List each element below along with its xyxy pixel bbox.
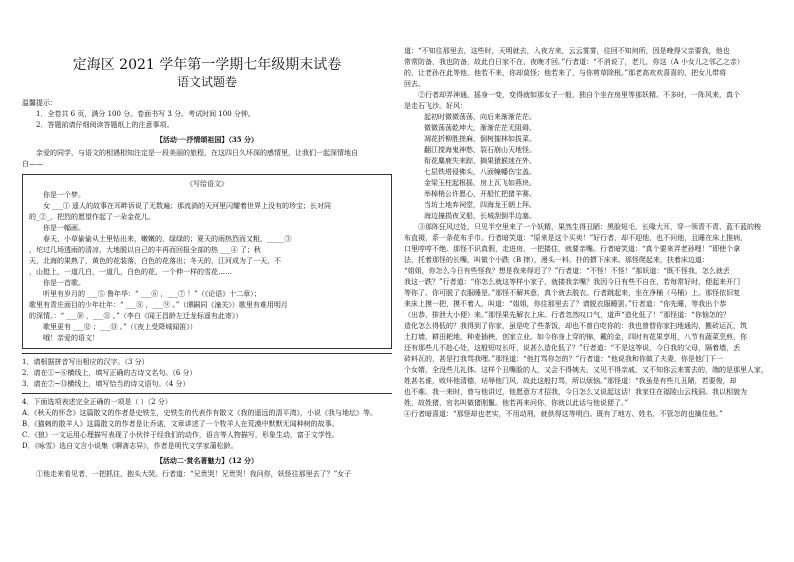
poem-line: 起初时微微荡荡，向后来渐渐茫茫。	[424, 113, 536, 121]
text-line: 法，托着那怪的长嘴，叫做个小跌（B 摔），漫头一料，扑的掼下床来。那怪爬起来，扶着床边道：	[404, 256, 709, 264]
box-line: ，山挺上，一道几白，一道几，白色的花，一个伸一样的雪花……	[29, 268, 232, 276]
poem-line: 举棹梢公许愿心，开船忙把猪羊赛。	[424, 190, 536, 198]
text-line: ③那阵狂风过处，只见半空里来了一个妖精，果然生得丑陋：黑脸短毛，长喙大耳，穿一领青不青、蓝不蓝的梭	[418, 223, 761, 231]
section1-intro: 白——	[22, 160, 43, 168]
tips-header: 温馨提示：	[22, 99, 57, 107]
text-line: 是走石飞沙。好风：	[404, 102, 467, 110]
poem-line: 海边撞损夜叉船，长城刮倒半边塞。	[424, 212, 536, 220]
page-title: 定海区 2021 学年第一学期七年级期末试卷	[72, 57, 342, 73]
box-line: ，坨过几场透雨的清凉，大地脱以自己的丰再而回报全部的热 ___④ 了；秋	[29, 246, 261, 254]
text-line: 也不难。我一来时，曾与他讲过，他愿意方才招我，今日怎么又说起这话！我家住在福陵山云栈洞。我以相貌为	[404, 388, 747, 396]
text-line: 姓甚名谁，败坏他清德，玷辱他门风，故此这般打骂，所以烦恼。”那怪道：“我虽是有些儿丑陋，若要俊，却	[404, 377, 737, 385]
text-line: 布直裰，系一条花布手巾。行者暗笑道：“原来是这个买卖！”好行者，却不迎他，也不问他，且睡在床上推病，	[404, 234, 748, 242]
section1-intro: 亲爱的同学，与语文的相遇相知注定是一段美丽的旅程，在这四日久坏深的感情里，让我们一起深情地自	[36, 149, 358, 157]
box-line: 的深情。：“ ___⑩ ，___⑪ 。”（李白《闻王昌龄左迁龙标遥有此寄》）	[29, 312, 243, 320]
text-line: ④行者暗喜道：“那怪却也老实，不用动刑，就供得这等明白。既有了地方、姓名，不管怎的也擒住他。”	[404, 410, 723, 418]
text-line: ②行者却弄神通，摇身一变，变得就如那女子一般，独自个坐在房里等那妖精。不多时，一阵风来，真个	[418, 91, 740, 99]
poem-line: 翻江搅海鬼神愁，裂石崩山天地怪。	[424, 146, 536, 154]
tip-line: 1．全卷共 6 页，满分 100 分。卷面书写 3 分。考试时间 100 分钟。	[36, 110, 255, 118]
box-line: 天，北海的果熟了，黄色的花装落，白色的花落出；冬天的，江河成为了一天，不	[29, 257, 281, 265]
page-subtitle: 语文试题卷	[176, 75, 237, 89]
question: 4．下面选项表述完全正确的一项是（ ）（2 分）	[22, 398, 172, 406]
text-line: 道：“不知往那里去，这些时，天明就去，入夜方来，云云雾雾，往回不知何所，因是晚得父亲要我，他也	[404, 47, 730, 55]
text-line: 来床上摸一把，摸不着人，叫道：“姐姐，你往那里去了？请脱衣服睡罢。”行者道：“你先睡，等我出个恭	[404, 300, 727, 308]
box-line: 听里有岁月的 ___⑤ 鲁年华：“ ___⑥ ，___⑦ ！”（《论语》十二章）；	[43, 290, 261, 298]
text-line: （出恭，排泄大小便）来。”那怪果先解衣上床。行者忽然叹口气，道声“造化低了！”那怪道：“你恼怎的？	[404, 311, 730, 319]
section2-intro: ①他走来看见者，一把抓住，抱头大哭。行者道：“兄贵哭！兄贵哭！我问你，妖怪往那里去了？”女子	[36, 470, 352, 478]
box-line: 歌里更有 ___⑫ ；___⑬ 。”（《夜上受降城闻笛》）	[43, 323, 197, 331]
poem-line: 当坊土地弃祠堂，四海龙王朝上拜。	[424, 201, 536, 209]
poem-line: 凋花折柳胜搓麻，倒树摧林如拔菜。	[424, 135, 536, 143]
text-line: 回去。	[404, 80, 425, 88]
box-line: 歌里有青庄面目的少年壮年：“ ___⑧ ，___⑨ 。”（谭嗣同《潼关》）歌里有难用明月	[29, 301, 288, 309]
tip-line: 2．答题前请仔细阅读答题纸上的注意事项。	[36, 121, 174, 129]
text-line: 的，让老孙在此等他，他若不来，你却莫怪；他若来了，与你剪草除根。”那老高欢欢喜喜的，把女儿带将	[404, 69, 727, 77]
poem-line: 衔花麋鹿失来踪，摘果猿猴迷在外。	[424, 157, 536, 165]
box-line: 女 ___① 遥人的故事在耳畔诉说了无数遍；那流淌的天河里闪耀着世界上没有的珍宝；长对同	[43, 202, 331, 210]
question: 3．请在⑦~⑬横线上，填写恰当的诗文语句。（4 分）	[22, 380, 190, 388]
text-line: “姐姐，你怎么今日有些怪我？想是我来得迟了？”行者道：“不怪！不怪！”那妖道：“既不怪我，怎么就丢	[404, 267, 730, 275]
text-line: 我这一跌？”行者道：“你怎么就这等样小家子，就搂我亲嘴？我因今日有些不自在，若每常好时，便起来开门	[404, 278, 741, 286]
right-column	[404, 46, 776, 420]
section1-title: 【活动一·抒情颂祖国】（35 分）	[155, 135, 259, 144]
text-line: 等你了。你可脱了衣服睡是。”那怪不解其意，真个就去脱衣。行者跳起来，坐在净桶（马桶）上。那怪依旧复	[404, 289, 741, 297]
text-line: 常常防备，我也防备，故此白日家不在，夜晚才回。”行者道：“不消说了，老儿，你这（A 小女儿之邻乙之亲）	[404, 58, 744, 66]
divider	[22, 353, 392, 354]
box-line: 的_②_，把烈的愿望作起了一朵金花儿。	[29, 213, 155, 221]
question-option: A．《秋天的怀念》这篇散文的作者是史铁生，史铁生的代表作有散文《我的遥远的清平湾》，小说《我与地坛》等。	[22, 409, 378, 417]
box-line: 你是一幅画。	[43, 224, 85, 232]
question-option: B．《猫刺的散羊人》这篇散文的作者是让乔诺，文章讲述了一个牧羊人在荒漠中默默无闻种树的故事。	[22, 420, 339, 428]
box-line: 春天，小草偷偷从土里钻出来，嫩嫩的，绿绿的；夏天的雨热烈而又粗，_____③	[43, 235, 292, 243]
question: 2．请在①~⑥横线上，填写正确的古诗文名句。（6 分）	[22, 369, 197, 377]
box-title: 《写给语文》	[186, 180, 228, 188]
question-option: D．《咏雪》选自文言小说集《聊斋志异》，作者是明代文学家蒲松龄。	[22, 442, 238, 450]
poem-line: 金梁玉柱起根摇，房上瓦飞如燕块。	[424, 179, 536, 187]
question: 1．请根据拼音写出相应的汉字。（3 分）	[22, 358, 149, 366]
box-line: 你是一个梦。	[43, 191, 85, 199]
text-line: 造化怎么得低的？我得到了你家，虽是吃了些茶饭，却也不曾白吃你的：我也曾替你家扫地通沟，搬砖运瓦，筑	[404, 322, 747, 330]
poem-line: 微微荡荡乾坤大，渐渐茫茫无阻碍。	[424, 124, 536, 132]
poem-box	[22, 174, 392, 349]
text-line: 姓，故姓猪，官名叫做猪刚鬣。他若再来问你，你就以此话与他说便了。”	[404, 399, 629, 407]
text-line: 土打墙，耕田耙地，种麦插秧，创家立业。如今你身上穿的锦，戴的金，四时有花果享用，八节有蔬菜烹煎，你	[404, 333, 747, 341]
text-line: 砖料瓦的，甚是打我骂我哩。”那怪道：“他打骂你怎的？”行者道：“他说我和你做了夫妻，你是他门下一	[404, 355, 723, 363]
text-line: 个女婿，全没些儿礼体。这样个丑嘴脸的人，又会不得姨夫，又见不得亲戚，又不知你云来雾去的，端的是那里人家，	[404, 366, 768, 374]
divider	[22, 393, 392, 394]
text-line: 口里哼哼不绝。那怪不识真假，走进房，一把搂住，就要亲嘴。行者暗笑道：“真个要来弄老孙哩！”即使个拿	[404, 245, 741, 253]
section2-title: 【活动二·赏名著魅力】（12 分）	[155, 456, 259, 465]
box-line: 哦！亲爱的语文！	[43, 334, 99, 342]
left-column	[22, 34, 392, 480]
box-line: 你是一首歌。	[43, 279, 85, 287]
poem-line: 七层铁塔侵佛头，八面幢幡伤宝盖。	[424, 168, 536, 176]
question-option: C．《狼》一文运用心理描写表现了小伙伴于经我们的动作，语言等人物描写，形象生动，富于文学性。	[22, 431, 339, 439]
text-line: 还有那些儿不趁心处，这般短叹长吁，说甚么造化低了？”行者道：“不是这等说，今日我的父母，隔着墙，丢	[404, 344, 741, 352]
